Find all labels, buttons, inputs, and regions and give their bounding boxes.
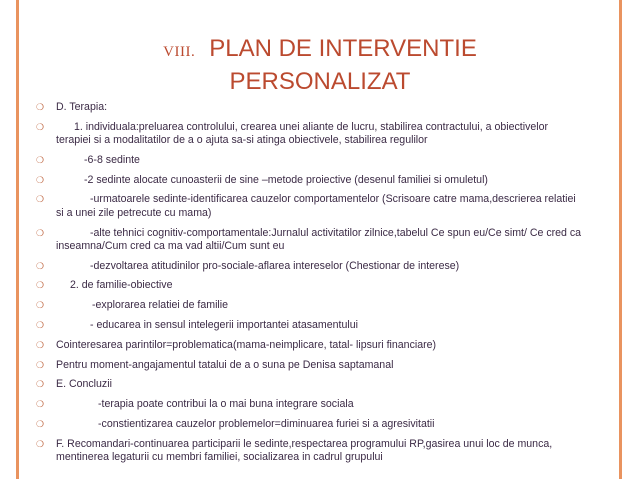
list-item-text: 2. de familie-obiective (70, 279, 173, 292)
bullet-icon: ❍ (36, 154, 45, 165)
bullet-list (36, 101, 584, 471)
list-item-text: Pentru moment-angajamentul tatalui de a o suna pe Denisa saptamanal (56, 358, 394, 371)
list-item (36, 279, 584, 292)
list-item (36, 174, 584, 187)
list-item-text: 1. individuala:preluarea controlului, crearea unei aliante de lucru, stabilirea contractului, a obiectivelor terapiei si a modalitatilor de a o ajuta sa-si atinga obiectivele, stabilirea regulilor (56, 120, 549, 147)
list-item (36, 359, 584, 372)
list-item-text: D. Terapia: (56, 101, 108, 113)
list-item (36, 438, 584, 465)
bullet-icon: ❍ (36, 174, 45, 185)
bullet-icon: ❍ (36, 419, 45, 430)
list-item (36, 260, 584, 273)
list-item-text: -6-8 sedinte (84, 153, 140, 166)
list-item (36, 193, 584, 220)
bullet-icon: ❍ (36, 260, 45, 271)
title-line-2: PERSONALIZAT (229, 68, 411, 95)
list-item-text: -explorarea relatiei de familie (92, 299, 229, 312)
list-item-text: -alte tehnici cognitiv-comportamentale:Jurnalul activitatilor zilnice,tabelul Ce spun eu/Ce simt/ Ce cred ca inseamna/Cum cred ca ma vad altii/Cum sunt eu (56, 226, 582, 252)
list-item (36, 154, 584, 167)
bullet-icon: ❍ (36, 379, 45, 390)
bullet-icon: ❍ (36, 359, 45, 370)
list-item-text: E. Concluzii (56, 378, 112, 391)
list-item-text: Cointeresarea parintilor=problematica(mama-neimplicare, tatal- lipsuri financiare) (56, 338, 437, 351)
bullet-icon: ❍ (36, 102, 45, 112)
slide-frame-right (619, 0, 622, 479)
bullet-icon: ❍ (36, 438, 45, 449)
section-number: VIII. (163, 44, 196, 60)
list-item (36, 101, 584, 114)
bullet-icon: ❍ (36, 320, 45, 331)
list-item-text: -urmatoarele sedinte-identificarea cauzelor comportamentelor (Scrisoare catre mama,descrierea relatiei si a unei zile petrecute cu mama) (56, 193, 576, 219)
slide-frame-left (16, 0, 19, 479)
list-item-text: - educarea in sensul intelegerii importantei atasamentului (90, 319, 358, 332)
list-item-text: -terapia poate contribui la o mai buna integrare sociala (98, 398, 354, 411)
list-item (36, 299, 584, 312)
bullet-icon: ❍ (36, 194, 45, 205)
list-item-text: -constientizarea cauzelor problemelor=diminuarea furiei si a agresivitatii (98, 418, 435, 431)
bullet-icon: ❍ (36, 339, 45, 350)
list-item (36, 339, 584, 352)
bullet-icon: ❍ (36, 300, 45, 311)
list-item-text: -dezvoltarea atitudinilor pro-sociale-aflarea intereselor (Chestionar de interese) (90, 259, 460, 272)
list-item (36, 319, 584, 332)
slide-title (60, 34, 580, 97)
list-item (36, 418, 584, 431)
bullet-icon: ❍ (36, 121, 45, 132)
bullet-icon: ❍ (36, 399, 45, 410)
list-item (36, 378, 584, 391)
list-item (36, 227, 584, 254)
list-item-text: F. Recomandari-continuarea participarii le sedinte,respectarea programului RP,gasirea unui loc de munca, mentinerea legaturii cu membri familiei, socializarea in cadrul grupului (56, 437, 553, 464)
list-item-text: -2 sedinte alocate cunoasterii de sine –metode proiective (desenul familiei si omuletul) (84, 173, 488, 186)
bullet-icon: ❍ (36, 280, 45, 291)
list-item (36, 121, 584, 148)
list-item (36, 398, 584, 411)
title-line-1: PLAN DE INTERVENTIE (209, 35, 477, 62)
bullet-icon: ❍ (36, 227, 45, 238)
